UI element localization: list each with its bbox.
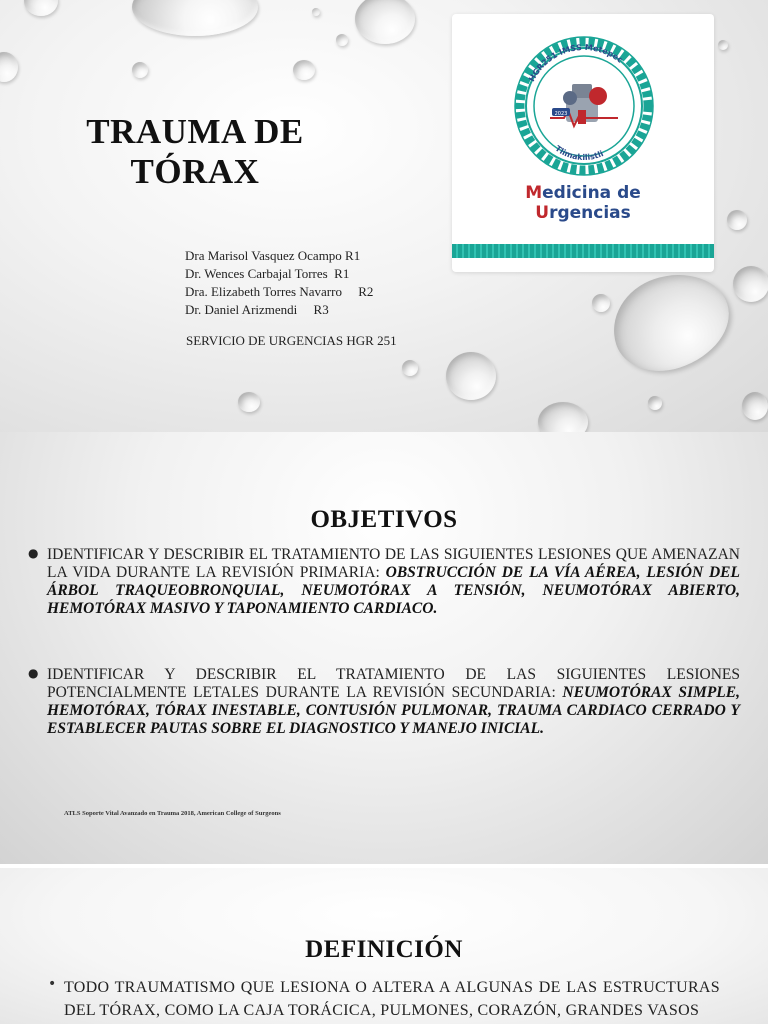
list-item — [48, 976, 720, 1022]
water-drop — [538, 402, 588, 432]
bullet-icon: • — [48, 976, 57, 992]
list-item: ● IDENTIFICAR Y DESCRIBIR EL TRATAMIENTO DE LAS SIGUIENTES LESIONES QUE AMENAZAN LA VIDA DURANTE LA REVISIÓN PRIMARIA: OBSTRUCCIÓN DE LA VÍA AÉREA, LESIÓN DEL ÁRBOL TRAQUEOBRONQUIAL, NEUMOTÓRAX A TENSIÓN, NEUMOTÓRAX ABIERTO, HEMOTÓRAX MASIVO Y TAPONAMIENTO CARDIACO. — [28, 546, 740, 617]
logo-ring-bottom-text: Tlimakilistli — [553, 143, 605, 163]
logo-line-2: Urgencias — [535, 203, 631, 223]
objectives-slide — [0, 432, 768, 864]
water-drop — [648, 396, 662, 410]
title-slide — [0, 0, 768, 432]
logo-ring-text: HGR251 IMSS Metepec — [527, 42, 625, 84]
author-line: Dra. Elizabeth Torres Navarro R2 — [185, 284, 374, 299]
reference-citation: ATLS Soporte Vital Avanzado en Trauma 2018, American College of Surgeons — [64, 810, 281, 817]
water-drop — [446, 352, 496, 400]
logo-line-1: Medicina de — [525, 183, 641, 203]
water-drop — [727, 210, 747, 230]
water-drop — [24, 0, 58, 16]
logo-badge-year: 2023 — [554, 111, 568, 117]
water-drop — [312, 8, 320, 16]
author-line: Dr. Wences Carbajal Torres R1 — [185, 266, 350, 281]
bullet-icon: ● — [28, 546, 39, 560]
bullet-icon: ● — [28, 666, 39, 680]
water-drop — [742, 392, 768, 420]
definition-slide — [0, 868, 768, 1024]
water-drop — [592, 294, 610, 312]
water-blob — [601, 260, 742, 384]
water-drop — [0, 52, 18, 82]
water-drop — [293, 60, 315, 80]
author-list — [185, 247, 373, 319]
author-line: Dra Marisol Vasquez Ocampo R1 — [185, 248, 361, 263]
list-item: ● IDENTIFICAR Y DESCRIBIR EL TRATAMIENTO DE LAS SIGUIENTES LESIONES POTENCIALMENTE LETALES DURANTE LA REVISIÓN SECUNDARIA: NEUMOTÓRAX SIMPLE, HEMOTÓRAX, TÓRAX INESTABLE, CONTUSIÓN PULMONAR, TRAUMA CARDIACO CERRADO Y ESTABLECER PAUTAS SOBRE EL DIAGNOSTICO Y MANEJO INICIAL. — [28, 666, 740, 737]
definition-title: DEFINICIÓN — [305, 936, 463, 963]
objectives-title: OBJETIVOS — [310, 506, 458, 533]
medicina-urgencias-logo — [452, 14, 714, 272]
water-drop — [355, 0, 415, 44]
water-drop — [336, 34, 348, 46]
presentation-title: TRAUMA DE TÓRAX — [86, 112, 304, 191]
author-line: Dr. Daniel Arizmendi R3 — [185, 302, 329, 317]
definition-text: TODO TRAUMATISMO QUE LESIONA O ALTERA A ALGUNAS DE LAS ESTRUCTURAS DEL TÓRAX, COMO LA CAJA TORÁCICA, PULMONES, CORAZÓN, GRANDES VASOS — [64, 979, 720, 1019]
water-drop — [238, 392, 260, 412]
water-drop — [132, 62, 148, 78]
water-drop — [718, 40, 728, 50]
emblem-icon — [452, 14, 714, 184]
logo-teal-bar — [452, 244, 714, 258]
water-drop — [733, 266, 768, 302]
service-name: SERVICIO DE URGENCIAS HGR 251 — [186, 333, 397, 348]
water-drop — [132, 0, 258, 36]
water-drop — [402, 360, 418, 376]
